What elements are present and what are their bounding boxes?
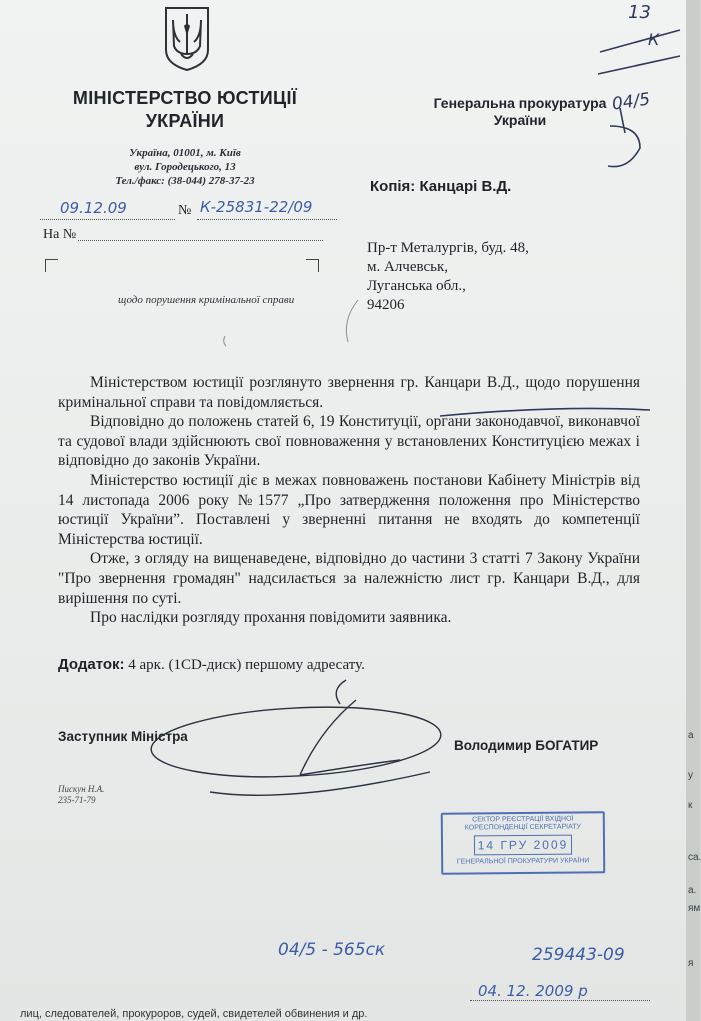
recipient-line2: України xyxy=(493,112,547,128)
handwritten-corner-code: 04/5 xyxy=(610,89,652,115)
executor-phone: 235-71-79 xyxy=(58,795,96,805)
edge-snippet: к xyxy=(688,800,693,811)
body-paragraph: Міністерством юстиції розглянуто звернення гр. Канцари В.Д., щодо порушення кримінальної справи та повідомляється. xyxy=(58,374,640,411)
postal-code: 94206 xyxy=(367,297,405,313)
stamp-bottom-text: ГЕНЕРАЛЬНОЇ ПРОКУРАТУРИ УКРАЇНИ xyxy=(456,857,590,866)
recipient-line1: Генеральна прокуратура xyxy=(433,95,607,111)
body-paragraph: Відповідно до положень статей 6, 19 Конституції, органи законодавчої, виконавчої та судової влади здійснюють свої повноваження у встановлених Конституцією межах і відповідно до законів України. xyxy=(58,413,640,470)
handwritten-index-right: 259443-09 xyxy=(532,945,625,965)
corner-pen-strokes xyxy=(440,30,680,416)
body-paragraph: Про наслідки розгляду прохання повідомити заявника. xyxy=(90,609,452,627)
address-line: Україна, 01001, м. Київ xyxy=(129,147,241,159)
outgoing-date: 09.12.09 xyxy=(60,199,127,217)
signature-icon xyxy=(149,680,442,795)
edge-snippet: са. xyxy=(688,852,701,863)
edge-snippet: ям xyxy=(688,903,701,914)
address-phone: Тел./факс: (38-044) 278-37-23 xyxy=(115,175,255,187)
edge-snippet: я xyxy=(688,958,694,969)
address-line: Луганська обл., xyxy=(367,278,466,294)
copy-recipient: Копія: Канцарі В.Д. xyxy=(370,178,512,195)
edge-snippet: у xyxy=(688,770,693,781)
underlying-page-text: лиц, следователей, прокуроров, судей, свидетелей обвинения и др. xyxy=(20,1008,368,1020)
body-paragraph: Міністерство юстиції діє в межах повноважень постанови Кабінету Міністрів від 14 листопада 2006 року №1577 „Про затвердження положення про Міністерство юстиції України”. Поставлені у зверненні питання не входять до компетенції Міністерства юстиції. xyxy=(58,471,640,548)
outgoing-number: К-25831-22/09 xyxy=(200,198,313,216)
attachment-text: 4 арк. (1CD-диск) першому адресату. xyxy=(128,657,365,673)
edge-snippet: а. xyxy=(688,885,697,896)
stamp-date: 14 ГРУ 2009 xyxy=(474,835,572,856)
ministry-name-line1: МІНІСТЕРСТВО ЮСТИЦІЇ xyxy=(72,88,298,108)
stamp-top-text: СЕКТОР РЕЄСТРАЦІЇ ВХІДНОЇ КОРЕСПОНДЕНЦІЇ СЕКРЕТАРІАТУ xyxy=(464,815,581,832)
address-line: Пр-т Металургів, буд. 48, xyxy=(367,240,529,256)
ministry-name-line2: УКРАЇНИ xyxy=(145,111,225,131)
handwritten-corner-letter: К xyxy=(648,30,660,49)
address-line: вул. Городецького, 13 xyxy=(134,161,236,173)
address-line: м. Алчевськ, xyxy=(367,259,449,275)
handwritten-index-left: 04/5 - 565ск xyxy=(278,940,386,960)
signer-position: Заступник Міністра xyxy=(58,729,188,744)
handwritten-date: 04. 12. 2009 р xyxy=(478,982,588,1000)
handwritten-corner-number: 13 xyxy=(628,2,651,23)
edge-snippet: а xyxy=(688,730,694,741)
signer-name: Володимир БОГАТИР xyxy=(454,738,599,753)
reply-to-label: На № xyxy=(43,227,77,242)
body-paragraph: Отже, з огляду на вищенаведене, відповідно до частини 3 статті 7 Закону України "Про звернення громадян" надсилається за належністю лист гр. Канцари В.Д., для вирішення по суті. xyxy=(58,550,640,607)
underlying-page-edge xyxy=(686,0,700,1021)
number-label: № xyxy=(178,203,192,218)
letter-subject: щодо порушення кримінальної справи xyxy=(118,294,295,306)
pencil-marks xyxy=(224,300,358,346)
attachment-label: Додаток: xyxy=(58,656,125,673)
executor-name: Пискун Н.А. xyxy=(58,784,105,794)
